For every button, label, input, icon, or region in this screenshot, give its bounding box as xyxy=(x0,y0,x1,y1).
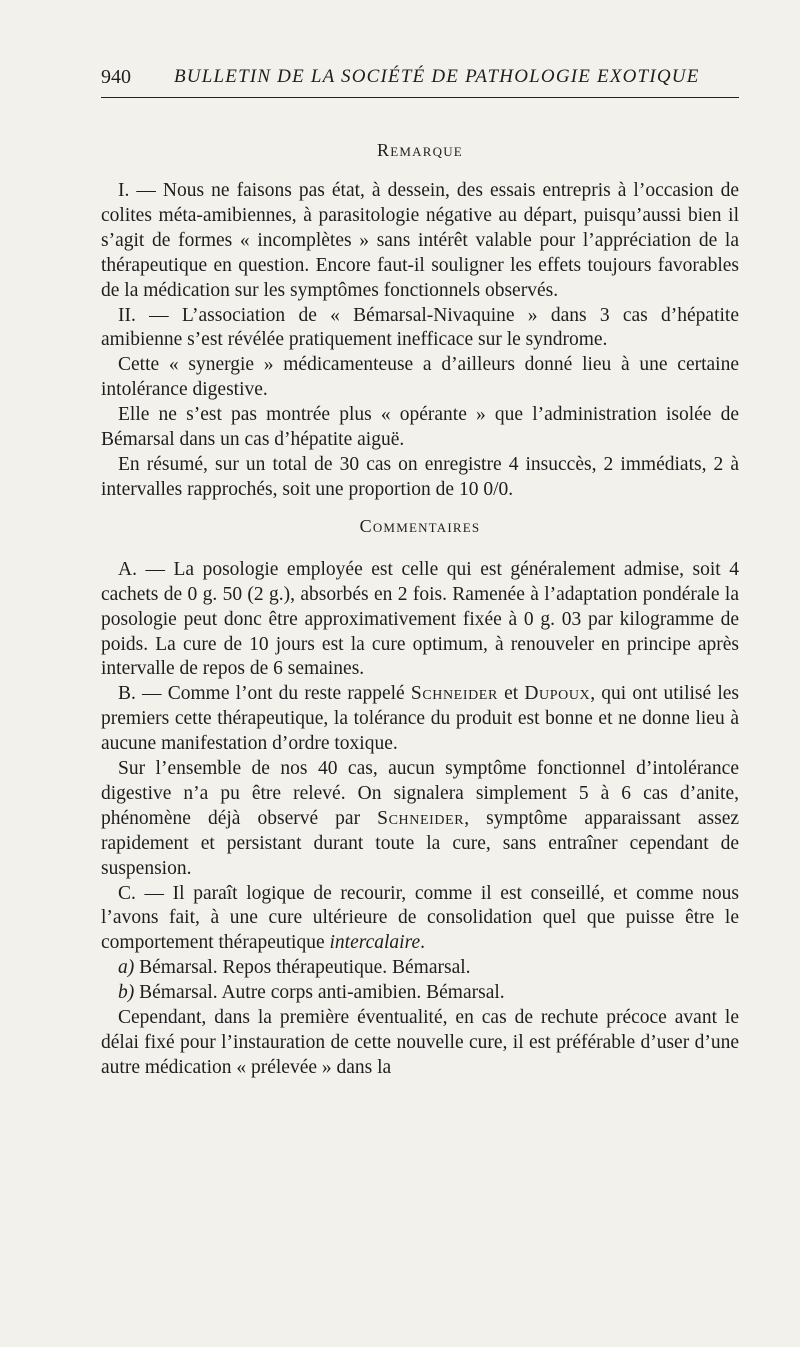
text-run: , qui ont utilisé les premiers cette thérapeutique, la tolérance du produit est bonne et ne donne lieu à aucune manifestation d’ordre toxique. xyxy=(101,683,739,755)
text-run: B. — Comme l’ont du reste rappelé xyxy=(118,683,411,705)
text-run: , symptôme apparaissant assez rapidement et persistant durant toute la cure, sans entraîner cependant de suspension. xyxy=(101,807,740,879)
article-body xyxy=(101,138,739,1081)
list-item-a xyxy=(101,956,739,981)
paragraph-commentaire-b-2 xyxy=(101,757,739,882)
paragraph-commentaire-a: A. — La posologie employée est celle qui est généralement admise, soit 4 cachets de 0 g. 50 (2 g.), absorbés en 2 fois. Ramenée à l’adaptation pondérale la posologie peut donc être approximativement fixée à 0 g. 03 par kilogramme de poids. La cure de 10 jours est la cure optimum, à renouveler en principe après intervalle de repos de 6 semaines. xyxy=(101,558,739,680)
author-name: Dupoux xyxy=(524,683,591,705)
page-header xyxy=(101,66,739,94)
author-name: Schneider xyxy=(410,683,498,705)
section-title-remarque: Remarque xyxy=(377,140,463,160)
italic-term: intercalaire xyxy=(329,932,421,954)
list-text: Bémarsal. Repos thérapeutique. Bémarsal. xyxy=(134,957,471,979)
text-run: et xyxy=(497,683,525,705)
list-text: Bémarsal. Autre corps anti-amibien. Bémarsal. xyxy=(134,982,505,1004)
paragraph-remarque-3: Cette « synergie » médicamenteuse a d’ailleurs donné lieu à une certaine intolérance digestive. xyxy=(101,354,739,401)
paragraph-remarque-5: En résumé, sur un total de 30 cas on enregistre 4 insuccès, 2 immédiats, 2 à intervalles rapprochés, soit une proportion de 10 0/0. xyxy=(101,453,739,500)
paragraph-remarque-1: I. — Nous ne faisons pas état, à dessein, des essais entrepris à l’occasion de colites méta-amibiennes, à parasitologie négative au départ, puisqu’aussi bien il s’agit de formes « incomplètes » sans intérêt valable pour l’appréciation de la thérapeutique en question. Encore faut-il souligner les effets toujours favorables de la médication sur les symptômes fonctionnels observés. xyxy=(101,180,739,301)
text-run: . xyxy=(420,932,425,954)
text-run: Sur l’ensemble de nos 40 cas, aucun symptôme fonctionnel d’intolérance digestive n’a pu être relevé. On signalera simplement 5 à 6 cas d’anite, phénomène déjà observé par xyxy=(101,758,739,829)
paragraph-commentaire-b xyxy=(101,682,739,757)
running-head: BULLETIN DE LA SOCIÉTÉ DE PATHOLOGIE EXOTIQUE xyxy=(174,66,700,87)
paragraph-remarque-4: Elle ne s’est pas montrée plus « opérante » que l’administration isolée de Bémarsal dans un cas d’hépatite aiguë. xyxy=(101,404,739,451)
section-title-commentaires: Commentaires xyxy=(359,515,481,536)
page-number: 940 xyxy=(101,66,131,88)
paragraph-commentaire-c xyxy=(101,882,739,957)
list-item-b xyxy=(101,981,739,1006)
paragraph-remarque-2: II. — L’association de « Bémarsal-Nivaquine » dans 3 cas d’hépatite amibienne s’est révélée pratiquement inefficace sur le syndrome. xyxy=(101,304,739,351)
list-label: b) xyxy=(118,982,135,1004)
text-run: C. — Il paraît logique de recourir, comme il est conseillé, et comme nous l’avons fait, à une cure ultérieure de consolidation quel que puisse être le comportement thérapeutique xyxy=(101,882,739,954)
header-rule xyxy=(101,97,739,98)
paragraph-commentaire-last: Cependant, dans la première éventualité, en cas de rechute précoce avant le délai fixé pour l’instauration de cette nouvelle cure, il est préférable d’user d’une autre médication « prélevée » dans la xyxy=(101,1007,739,1078)
author-name: Schneider xyxy=(377,807,465,829)
list-label: a) xyxy=(118,957,135,979)
